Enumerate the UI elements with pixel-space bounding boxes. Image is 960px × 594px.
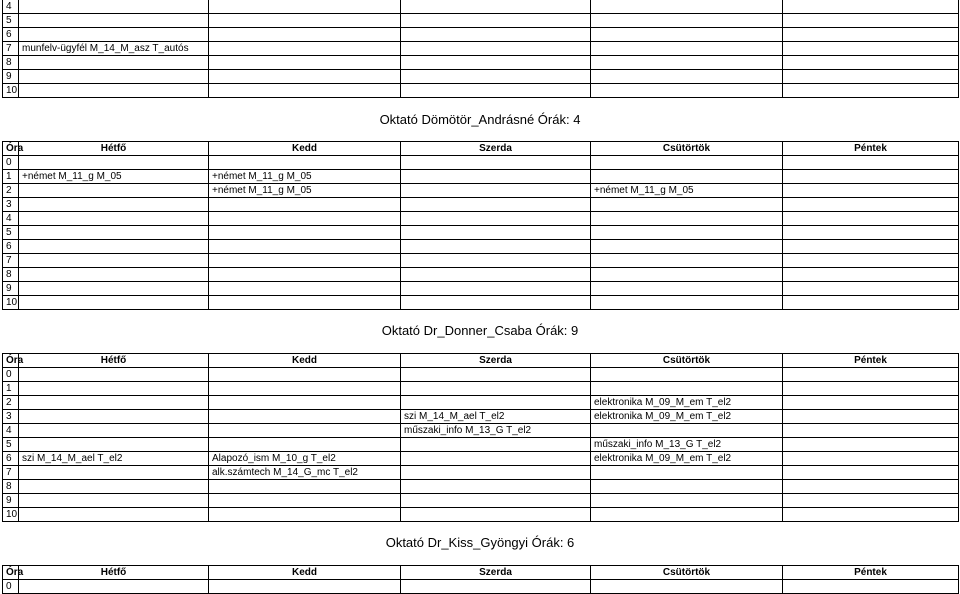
header-cell-day: Hétfő (19, 566, 209, 580)
period-number-cell: 6 (3, 240, 19, 254)
lesson-cell (19, 494, 209, 508)
table-row (3, 184, 959, 198)
lesson-cell (401, 494, 591, 508)
lesson-cell (209, 296, 401, 310)
table-row (3, 466, 959, 480)
lesson-cell (209, 368, 401, 382)
lesson-cell (401, 296, 591, 310)
lesson-cell (209, 424, 401, 438)
lesson-cell (783, 156, 959, 170)
lesson-cell: elektronika M_09_M_em T_el2 (591, 452, 783, 466)
period-number-cell: 2 (3, 396, 19, 410)
lesson-cell (19, 56, 209, 70)
lesson-cell (783, 452, 959, 466)
lesson-cell (209, 254, 401, 268)
lesson-cell (19, 382, 209, 396)
period-number-cell: 0 (3, 156, 19, 170)
lesson-cell: szi M_14_M_ael T_el2 (19, 452, 209, 466)
period-number-cell: 3 (3, 410, 19, 424)
header-cell-day: Kedd (209, 142, 401, 156)
lesson-cell (783, 438, 959, 452)
lesson-cell (783, 480, 959, 494)
teacher-title-kiss: Oktató Dr_Kiss_Gyöngyi Órák: 6 (385, 535, 575, 550)
table-row (3, 282, 959, 296)
lesson-cell: +német M_11_g M_05 (209, 170, 401, 184)
header-cell-day: Csütörtök (591, 354, 783, 368)
header-cell-day: Szerda (401, 142, 591, 156)
header-cell-day: Kedd (209, 354, 401, 368)
lesson-cell (401, 184, 591, 198)
lesson-cell (591, 254, 783, 268)
lesson-cell (209, 240, 401, 254)
header-row (3, 566, 959, 580)
lesson-cell (783, 396, 959, 410)
lesson-cell (783, 240, 959, 254)
header-cell-ora: Óra (3, 142, 19, 156)
lesson-cell (783, 212, 959, 226)
lesson-cell (591, 466, 783, 480)
period-number-cell: 9 (3, 494, 19, 508)
lesson-cell (209, 410, 401, 424)
period-number-cell: 4 (3, 424, 19, 438)
table-row (3, 156, 959, 170)
lesson-cell (591, 42, 783, 56)
lesson-cell (209, 198, 401, 212)
lesson-cell (783, 56, 959, 70)
lesson-cell (209, 438, 401, 452)
lesson-cell (19, 282, 209, 296)
lesson-cell (19, 212, 209, 226)
table-row (3, 42, 959, 56)
table-row (3, 382, 959, 396)
header-cell-day: Hétfő (19, 354, 209, 368)
lesson-cell (401, 580, 591, 594)
lesson-cell (783, 424, 959, 438)
period-number-cell: 10 (3, 296, 19, 310)
lesson-cell (19, 580, 209, 594)
table-row (3, 28, 959, 42)
lesson-cell (19, 0, 209, 14)
lesson-cell (591, 28, 783, 42)
lesson-cell (19, 410, 209, 424)
table-row (3, 296, 959, 310)
lesson-cell (209, 226, 401, 240)
header-cell-day: Csütörtök (591, 566, 783, 580)
lesson-cell (401, 382, 591, 396)
lesson-cell: munfelv-ügyfél M_14_M_asz T_autós (19, 42, 209, 56)
table-row (3, 198, 959, 212)
period-number-cell: 8 (3, 56, 19, 70)
lesson-cell (591, 240, 783, 254)
lesson-cell: műszaki_info M_13_G T_el2 (591, 438, 783, 452)
lesson-cell (783, 70, 959, 84)
lesson-cell (783, 84, 959, 98)
lesson-cell (783, 282, 959, 296)
period-number-cell: 0 (3, 580, 19, 594)
lesson-cell (401, 14, 591, 28)
lesson-cell (401, 84, 591, 98)
lesson-cell (401, 70, 591, 84)
lesson-cell (209, 480, 401, 494)
timetable-block-2 (2, 353, 959, 522)
lesson-cell (783, 184, 959, 198)
lesson-cell (19, 438, 209, 452)
period-number-cell: 0 (3, 368, 19, 382)
lesson-cell (209, 382, 401, 396)
table-row (3, 240, 959, 254)
lesson-cell (401, 466, 591, 480)
lesson-cell (19, 184, 209, 198)
lesson-cell (783, 368, 959, 382)
lesson-cell (783, 268, 959, 282)
table-row (3, 56, 959, 70)
table-row (3, 508, 959, 522)
lesson-cell (783, 410, 959, 424)
lesson-cell: +német M_11_g M_05 (209, 184, 401, 198)
table-row (3, 212, 959, 226)
header-cell-day: Péntek (783, 142, 959, 156)
header-cell-day: Szerda (401, 566, 591, 580)
lesson-cell (591, 56, 783, 70)
lesson-cell (783, 14, 959, 28)
lesson-cell (209, 396, 401, 410)
lesson-cell (401, 212, 591, 226)
lesson-cell (591, 156, 783, 170)
table-row (3, 580, 959, 594)
lesson-cell: elektronika M_09_M_em T_el2 (591, 410, 783, 424)
header-cell-day: Kedd (209, 566, 401, 580)
lesson-cell (783, 580, 959, 594)
period-number-cell: 5 (3, 438, 19, 452)
lesson-cell (401, 438, 591, 452)
lesson-cell (401, 452, 591, 466)
table-row (3, 226, 959, 240)
lesson-cell (19, 226, 209, 240)
lesson-cell (783, 494, 959, 508)
table-row (3, 368, 959, 382)
lesson-cell (19, 28, 209, 42)
lesson-cell (591, 508, 783, 522)
table-row (3, 396, 959, 410)
lesson-cell (19, 396, 209, 410)
lesson-cell (783, 382, 959, 396)
lesson-cell (19, 268, 209, 282)
timetable-block-1 (2, 141, 959, 310)
lesson-cell (209, 0, 401, 14)
period-number-cell: 5 (3, 226, 19, 240)
lesson-cell (19, 254, 209, 268)
lesson-cell (209, 70, 401, 84)
lesson-cell (19, 424, 209, 438)
teacher-title-domotor: Oktató Dömötör_Andrásné Órák: 4 (379, 112, 581, 127)
period-number-cell: 7 (3, 42, 19, 56)
lesson-cell (19, 368, 209, 382)
table-row (3, 452, 959, 466)
lesson-cell (401, 240, 591, 254)
lesson-cell (209, 56, 401, 70)
period-number-cell: 5 (3, 14, 19, 28)
lesson-cell (401, 156, 591, 170)
lesson-cell (19, 240, 209, 254)
table-row (3, 268, 959, 282)
lesson-cell (783, 0, 959, 14)
period-number-cell: 2 (3, 184, 19, 198)
lesson-cell (591, 382, 783, 396)
lesson-cell: Alapozó_ism M_10_g T_el2 (209, 452, 401, 466)
lesson-cell (401, 42, 591, 56)
period-number-cell: 9 (3, 70, 19, 84)
lesson-cell (591, 424, 783, 438)
period-number-cell: 10 (3, 84, 19, 98)
period-number-cell: 6 (3, 452, 19, 466)
period-number-cell: 8 (3, 268, 19, 282)
table-row (3, 410, 959, 424)
lesson-cell (591, 296, 783, 310)
table-row (3, 84, 959, 98)
lesson-cell (591, 480, 783, 494)
table-row (3, 170, 959, 184)
table-row (3, 14, 959, 28)
table-row (3, 424, 959, 438)
lesson-cell (19, 480, 209, 494)
lesson-cell (591, 14, 783, 28)
lesson-cell (19, 508, 209, 522)
lesson-cell: műszaki_info M_13_G T_el2 (401, 424, 591, 438)
period-number-cell: 9 (3, 282, 19, 296)
lesson-cell (783, 198, 959, 212)
period-number-cell: 4 (3, 212, 19, 226)
lesson-cell (401, 480, 591, 494)
period-number-cell: 8 (3, 480, 19, 494)
header-row (3, 354, 959, 368)
lesson-cell (591, 70, 783, 84)
header-cell-ora: Óra (3, 566, 19, 580)
lesson-cell (591, 226, 783, 240)
lesson-cell: +német M_11_g M_05 (19, 170, 209, 184)
lesson-cell (591, 170, 783, 184)
header-cell-day: Szerda (401, 354, 591, 368)
lesson-cell (401, 396, 591, 410)
lesson-cell (591, 0, 783, 14)
lesson-cell (19, 156, 209, 170)
lesson-cell (591, 198, 783, 212)
lesson-cell: szi M_14_M_ael T_el2 (401, 410, 591, 424)
lesson-cell (401, 170, 591, 184)
period-number-cell: 1 (3, 170, 19, 184)
lesson-cell (19, 70, 209, 84)
header-cell-day: Hétfő (19, 142, 209, 156)
teacher-title-donner: Oktató Dr_Donner_Csaba Órák: 9 (381, 323, 579, 338)
period-number-cell: 7 (3, 466, 19, 480)
lesson-cell (783, 508, 959, 522)
lesson-cell (209, 14, 401, 28)
lesson-cell (401, 56, 591, 70)
table-row (3, 0, 959, 14)
lesson-cell (401, 226, 591, 240)
lesson-cell: alk.számtech M_14_G_mc T_el2 (209, 466, 401, 480)
lesson-cell (783, 28, 959, 42)
lesson-cell (591, 84, 783, 98)
header-cell-day: Péntek (783, 566, 959, 580)
table-row (3, 494, 959, 508)
lesson-cell (19, 296, 209, 310)
lesson-cell (591, 268, 783, 282)
lesson-cell (209, 84, 401, 98)
table-row (3, 70, 959, 84)
lesson-cell (209, 156, 401, 170)
table-row (3, 480, 959, 494)
period-number-cell: 10 (3, 508, 19, 522)
period-number-cell: 7 (3, 254, 19, 268)
lesson-cell (209, 42, 401, 56)
lesson-cell: +német M_11_g M_05 (591, 184, 783, 198)
lesson-cell (209, 212, 401, 226)
period-number-cell: 4 (3, 0, 19, 14)
lesson-cell: elektronika M_09_M_em T_el2 (591, 396, 783, 410)
lesson-cell (401, 368, 591, 382)
header-cell-ora: Óra (3, 354, 19, 368)
timetable-block-0 (2, 0, 959, 98)
header-row (3, 142, 959, 156)
period-number-cell: 6 (3, 28, 19, 42)
lesson-cell (783, 466, 959, 480)
header-cell-day: Csütörtök (591, 142, 783, 156)
period-number-cell: 3 (3, 198, 19, 212)
lesson-cell (19, 198, 209, 212)
lesson-cell (401, 28, 591, 42)
lesson-cell (401, 282, 591, 296)
lesson-cell (209, 508, 401, 522)
lesson-cell (591, 368, 783, 382)
lesson-cell (209, 28, 401, 42)
table-row (3, 254, 959, 268)
lesson-cell (401, 198, 591, 212)
lesson-cell (401, 254, 591, 268)
table-row (3, 438, 959, 452)
lesson-cell (783, 296, 959, 310)
period-number-cell: 1 (3, 382, 19, 396)
lesson-cell (783, 170, 959, 184)
header-cell-day: Péntek (783, 354, 959, 368)
lesson-cell (591, 580, 783, 594)
lesson-cell (209, 282, 401, 296)
lesson-cell (209, 494, 401, 508)
lesson-cell (591, 212, 783, 226)
lesson-cell (783, 226, 959, 240)
lesson-cell (209, 268, 401, 282)
timetable-block-3 (2, 565, 959, 594)
lesson-cell (783, 42, 959, 56)
lesson-cell (209, 580, 401, 594)
lesson-cell (19, 84, 209, 98)
lesson-cell (401, 268, 591, 282)
lesson-cell (401, 0, 591, 14)
lesson-cell (401, 508, 591, 522)
lesson-cell (783, 254, 959, 268)
lesson-cell (591, 494, 783, 508)
lesson-cell (591, 282, 783, 296)
lesson-cell (19, 466, 209, 480)
lesson-cell (19, 14, 209, 28)
